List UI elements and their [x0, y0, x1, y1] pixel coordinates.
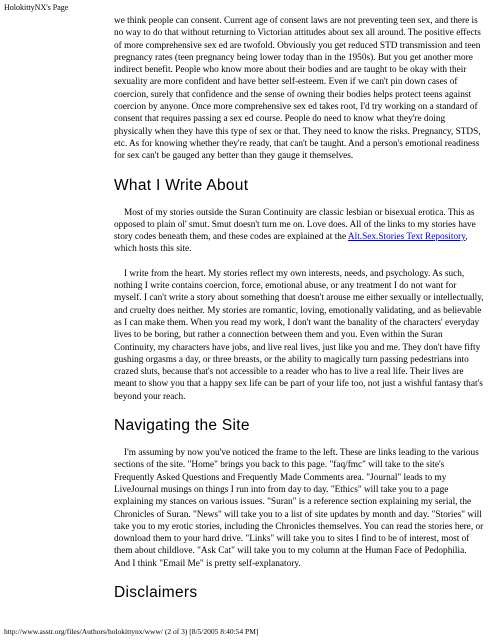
- about-paragraph-1: [114, 207, 484, 256]
- main-content: [114, 15, 484, 602]
- asstr-repository-link[interactable]: Alt.Sex.Stories Text Repository: [347, 232, 466, 243]
- consent-paragraph: we think people can consent. Current age of consent laws are not preventing teen sex, and there is no way to do that without returning to Victorian attitudes about sex all around. The positive effects of more comprehensive sex ed are twofold. Obviously you get reduced STD transmission and teen pregnancy rates (teen pregnancy being lower today than in the 1950s). But you get another more indirect benefit. People who know more about their bodies and are taught to be okay with their sexuality are more confident and have better self-esteem. Even if we can't pin down cases of coercion, surely that confidence and the sense of owning their bodies helps protect teens against coercion by anyone. Once more comprehensive sex ed takes root, I'd try working on a standard of consent that requires passing a sex ed course. People do need to know what they're doing physically when they have this type of sex or that. They need to know the risks. Pregnancy, STDS, etc. As for knowing whether they're ready, that can't be taught. And a person's emotional readiness for sex can't be gauged any better than they gauge it themselves.: [114, 16, 481, 162]
- section-heading-what-i-write-about: What I Write About: [114, 176, 249, 194]
- about-paragraph-1-text-b: , which hosts this site.: [114, 232, 468, 255]
- section-heading-disclaimers: Disclaimers: [114, 583, 198, 601]
- section-heading-navigating-the-site: Navigating the Site: [114, 417, 250, 435]
- page-footer-url: http://www.asstr.org/files/Authors/holokittynx/www/ (2 of 3) [8/5/2005 8:40:54 PM]: [4, 627, 259, 636]
- page-header-title: HolokittyNX's Page: [4, 3, 69, 12]
- navigation-paragraph: I'm assuming by now you've noticed the frame to the left. These are links leading to the various sections of the site. "Home" brings you back to this page. "faq/fmc" will take to the site's Frequently Asked Questions and Frequently Made Comments area. "Journal" leads to my LiveJournal musings on things I run into from day to day. "Ethics" will take you to a page explaining my stances on various issues. "Suran" is a reference section explaining my serial, the Chronicles of Suran. "News" will take you to a list of site updates by month and day. "Stories" will take you to my erotic stories, including the Chronicles themselves. You can read the stories here, or download them to your hard drive. "Links" will take you to sites I find to be of interest, most of them about childlove. "Ask Cat" will take you to my column at the Human Face of Pedophilia. And I think "Email Me" is pretty self-explanatory.: [114, 448, 484, 569]
- about-paragraph-2: I write from the heart. My stories reflect my own interests, needs, and psychology. As such, nothing I write contains coercion, force, emotional abuse, or any treatment I do not want for myself. I can't write a story about something that doesn't arouse me either sexually or intellectually, and cruelty does neither. My stories are romantic, loving, emotionally validating, and as believable as I can make them. When you read my work, I don't want the banality of the characters' everyday lives to be boring, but rather a connection between them and you. Even within the Suran Continuity, my characters have jobs, and live real lives, just like you and me. They don't have fifty gushing orgasms a day, or three breasts, or the ability to magically turn passing pedestrians into crazed sluts, because that's not accessible to a reader who has to live a real life. Their lives are meant to show you that a happy sex life can be part of your life too, not just a wishful fantasy that's beyond your reach.: [114, 268, 484, 402]
- about-paragraph-1-text-a: Most of my stories outside the Suran Continuity are classic lesbian or bisexual erotica. This as opposed to plain ol' smut. Smut doesn't turn me on. Love does. All of the links to my stories have story codes beneath them, and these codes are explained at the: [114, 207, 476, 243]
